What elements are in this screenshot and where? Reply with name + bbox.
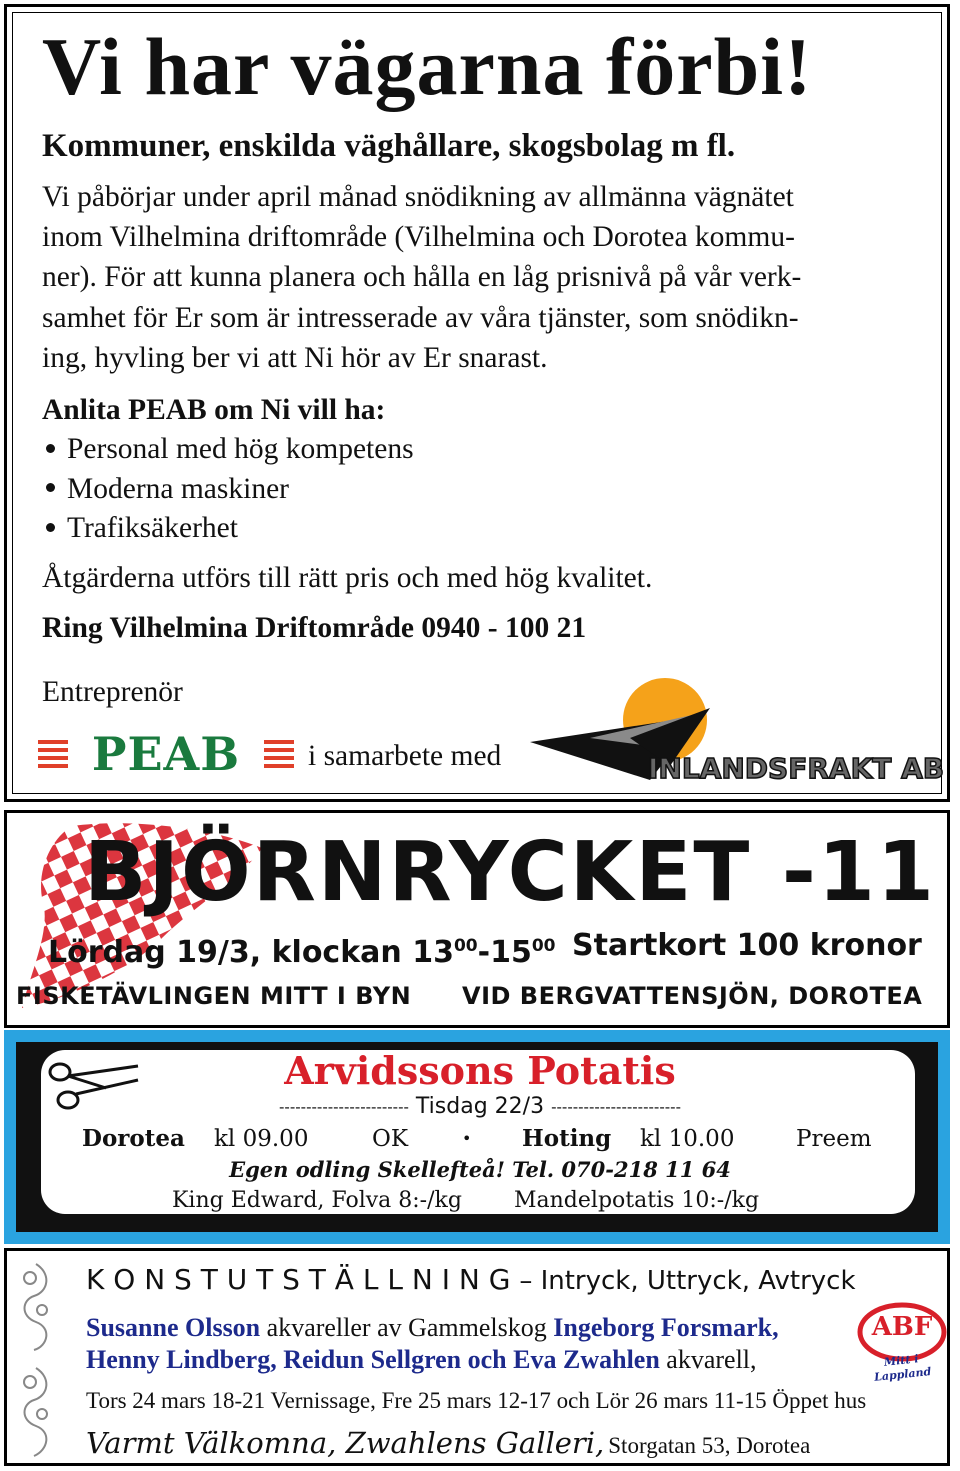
schedule-time-1: kl 09.00 [214, 1126, 309, 1152]
potatis-date-line: ------------------------ Tisdag 22/3 ------------------------ [279, 1094, 681, 1119]
peab-list-heading: Anlita PEAB om Ni vill ha: [42, 394, 386, 426]
schedule-shop-2: Preem [796, 1126, 872, 1152]
paragraph-line: inom Vilhelmina driftområde (Vilhelmina och Dorotea kommu- [42, 221, 795, 254]
abf-logo-text: ABF [871, 1312, 933, 1342]
konst-title: K O N S T U T S T Ä L L N I N G – Intryck, Uttryck, Avtryck [86, 1263, 856, 1296]
schedule-shop-1: OK [372, 1126, 409, 1152]
potatis-title: Arvidssons Potatis [284, 1048, 676, 1093]
schedule-place-2: Hoting [522, 1125, 612, 1152]
potatis-price-1: King Edward, Folva 8:-/kg [172, 1188, 462, 1213]
peab-headline: Vi har vägarna förbi! [42, 21, 813, 112]
schedule-time-2: kl 10.00 [640, 1126, 735, 1152]
abf-logo [856, 1302, 948, 1384]
list-item: Trafiksäkerhet [42, 509, 414, 549]
konst-welcome-line: Varmt Välkomna, Zwahlens Galleri, Storgatan 53, Dorotea [86, 1426, 811, 1460]
bjornrycket-price: Startkort 100 kronor [572, 928, 922, 963]
cooperation-text: i samarbete med [308, 740, 502, 772]
peab-logo-text: PEAB [91, 727, 241, 781]
bullet-dot-icon [46, 483, 55, 492]
peab-paragraph [42, 177, 902, 378]
peab-quality-line: Åtgärderna utförs till rätt pris och med hög kvalitet. [42, 562, 653, 594]
inlandsfrakt-logo-text: INLANDSFRAKT AB [648, 752, 945, 785]
bullet-dot-icon [46, 444, 55, 453]
potatis-price-2: Mandelpotatis 10:-/kg [514, 1188, 760, 1213]
bjornrycket-title: BJÖRNRYCKET -11 [84, 825, 936, 920]
peab-subhead: Kommuner, enskilda väghållare, skogsbolag m fl. [42, 128, 736, 164]
list-item: Moderna maskiner [42, 470, 414, 510]
contractor-label: Entreprenör [42, 676, 183, 708]
inlandsfrakt-logo [530, 676, 945, 788]
potatis-origin-line: Egen odling Skellefteå! Tel. 070-218 11 64 [229, 1157, 731, 1182]
peab-logo [38, 727, 294, 781]
paragraph-line: Vi påbörjar under april månad snödikning av allmänna vägnätet [42, 181, 794, 213]
konst-dates-line: Tors 24 mars 18-21 Vernissage, Fre 25 mars 12-17 och Lör 26 mars 11-15 Öppet hus [86, 1388, 867, 1413]
list-item: Personal med hög kompetens [42, 430, 414, 470]
bjornrycket-left-caption: FISKETÄVLINGEN MITT I BYN [16, 982, 412, 1010]
bjornrycket-date: Lördag 19/3, klockan $13^{00}-15^{00}$ [48, 935, 556, 970]
paragraph-line: ing, hyvling ber vi att Ni hör av Er snarast. [42, 341, 548, 374]
schedule-place-1: Dorotea [82, 1125, 185, 1152]
peab-bullet-list [42, 430, 414, 549]
paragraph-line: samhet för Er som är intresserade av våra tjänster, som snödikn- [42, 301, 799, 334]
peab-call-line: Ring Vilhelmina Driftområde 0940 - 100 21 [42, 612, 587, 644]
konst-artists-line-1: Susanne Olsson akvareller av Gammelskog Ingeborg Forsmark, [86, 1313, 779, 1342]
konst-artists-line-2: Henny Lindberg, Reidun Sellgren och Eva Zwahlen akvarell, [86, 1345, 757, 1374]
paragraph-line: ner). För att kunna planera och hålla en låg prisnivå på vår verk- [42, 261, 802, 294]
potatis-schedule [0, 1124, 960, 1154]
bullet-dot-icon [46, 523, 55, 532]
schedule-separator: • [462, 1129, 472, 1148]
ornament-icon [12, 1258, 60, 1464]
bjornrycket-right-caption: VID BERGVATTENSJÖN, DOROTEA [462, 982, 923, 1010]
abf-logo-subtext: Mitt i Lappland [873, 1352, 932, 1384]
